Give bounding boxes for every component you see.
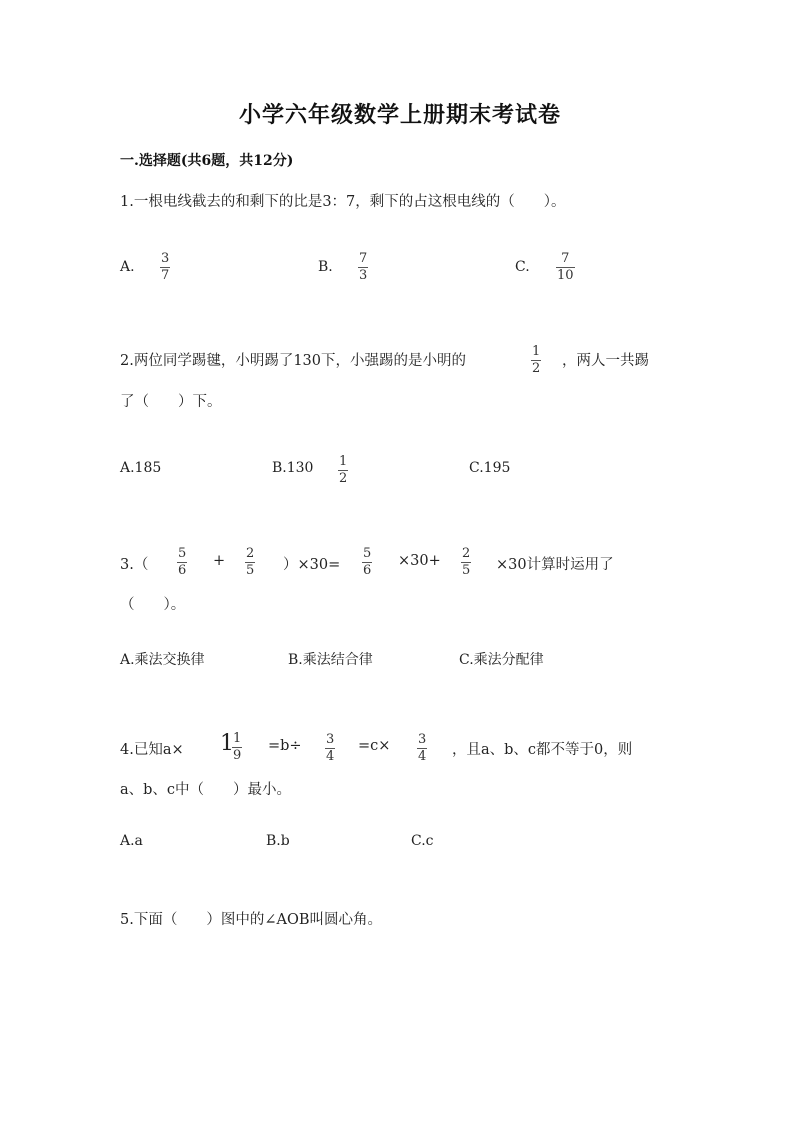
question-2-text: 2.两位同学踢毽，小明踢了130下，小强踢的是小明的 [120, 353, 467, 369]
question-4-fraction-1 [325, 733, 335, 764]
fraction-numerator: 1 [233, 731, 242, 746]
question-2-fraction [531, 345, 541, 376]
question-3-part-4: ×30+ [398, 553, 441, 569]
question-3-fraction-3 [362, 547, 372, 578]
fraction-numerator: 5 [178, 546, 187, 561]
question-4-part-4: ，且a、b、c都不等于0，则 [452, 742, 633, 758]
q1-option-c-fraction [556, 252, 575, 283]
question-4-part-1: 4.已知a× [120, 742, 184, 758]
q1-option-a-label: A. [120, 259, 135, 275]
question-3-part-5: ×30计算时运用了 [496, 557, 614, 573]
question-3-plus: + [213, 553, 226, 569]
question-4-fraction-2 [417, 733, 427, 764]
fraction-denominator: 4 [326, 749, 335, 764]
q3-option-a: A.乘法交换律 [120, 652, 205, 668]
question-4-line-2: a、b、c中（ ）最小。 [120, 782, 292, 798]
question-3-part-3: ）×30= [283, 557, 341, 573]
q2-option-b-label: B.130 [272, 460, 314, 476]
fraction-numerator: 7 [561, 251, 570, 266]
fraction-denominator: 3 [359, 268, 368, 283]
question-4-part-2: =b÷ [268, 738, 302, 754]
fraction-denominator: 4 [418, 749, 427, 764]
question-4-mixed-whole: 1 [220, 731, 234, 756]
q4-option-a: A.a [120, 833, 143, 849]
question-3-part-1: 3.（ [120, 557, 149, 573]
q1-option-b-fraction [358, 252, 368, 283]
fraction-denominator: 5 [462, 563, 471, 578]
fraction-denominator: 9 [233, 748, 242, 763]
q4-option-b: B.b [266, 833, 290, 849]
fraction-numerator: 3 [326, 732, 335, 747]
fraction-numerator: 3 [418, 732, 427, 747]
fraction-numerator: 2 [246, 546, 255, 561]
q2-option-c: C.195 [469, 460, 511, 476]
fraction-denominator: 5 [246, 563, 255, 578]
question-3-fraction-4 [461, 547, 471, 578]
question-3-fraction-1 [177, 547, 187, 578]
question-3-line-2: （ ）。 [120, 597, 186, 613]
q1-option-b-label: B. [318, 259, 333, 275]
q3-option-b: B.乘法结合律 [288, 652, 373, 668]
question-4-part-3: =c× [358, 738, 391, 754]
question-2-text-after: ，两人一共踢 [562, 353, 649, 369]
question-1-text: 1.一根电线截去的和剩下的比是3：7，剩下的占这根电线的（ ）。 [120, 194, 566, 210]
q3-option-c: C.乘法分配律 [459, 652, 544, 668]
fraction-numerator: 5 [363, 546, 372, 561]
question-4-mixed-fraction [232, 732, 242, 763]
fraction-numerator: 1 [339, 454, 348, 469]
fraction-denominator: 6 [363, 563, 372, 578]
q1-option-c-label: C. [515, 259, 530, 275]
fraction-denominator: 2 [339, 471, 348, 486]
fraction-denominator: 7 [161, 268, 170, 283]
q2-option-a: A.185 [120, 460, 162, 476]
fraction-denominator: 6 [178, 563, 187, 578]
fraction-denominator: 2 [532, 361, 541, 376]
page-title: 小学六年级数学上册期末考试卷 [238, 102, 561, 128]
fraction-numerator: 3 [161, 251, 170, 266]
question-5-text: 5.下面（ ）图中的∠AOB叫圆心角。 [120, 912, 382, 928]
fraction-denominator: 10 [557, 268, 574, 283]
fraction-numerator: 7 [359, 251, 368, 266]
question-3-fraction-2 [245, 547, 255, 578]
q4-option-c: C.c [411, 833, 434, 849]
q2-option-b-fraction [338, 455, 348, 486]
section-heading: 一.选择题(共6题，共12分) [120, 153, 294, 169]
q1-option-a-fraction [160, 252, 170, 283]
fraction-numerator: 2 [462, 546, 471, 561]
fraction-numerator: 1 [532, 344, 541, 359]
question-2-line-2: 了（ ）下。 [120, 394, 222, 410]
